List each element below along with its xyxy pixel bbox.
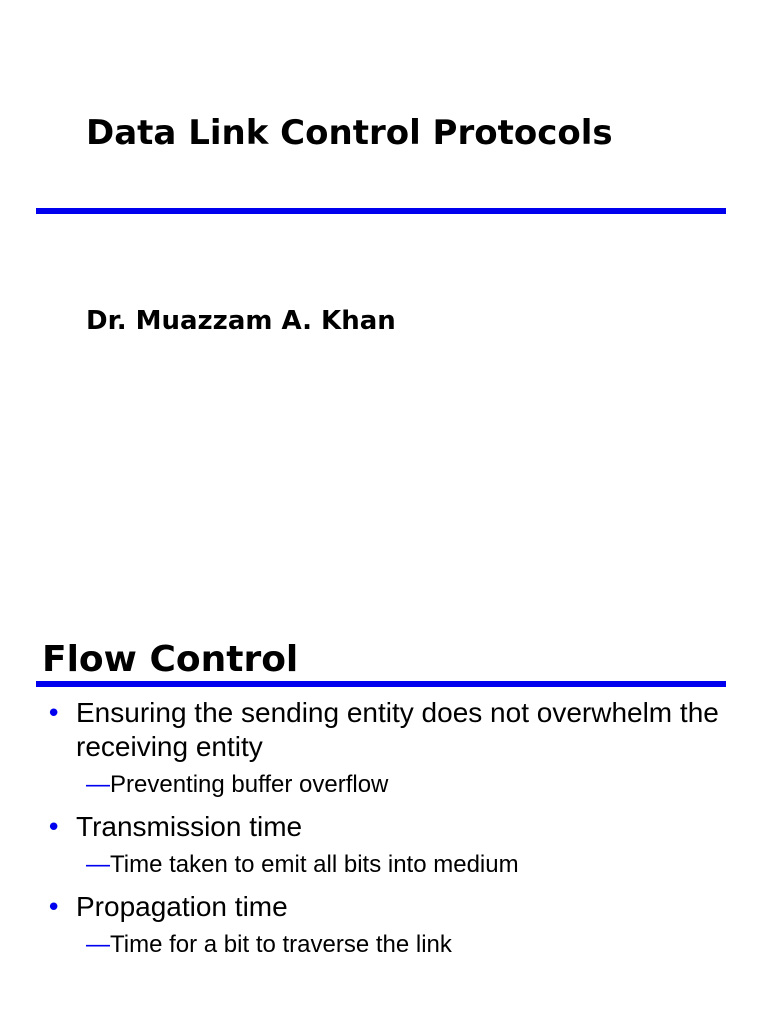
sub-bullet-text: Time taken to emit all bits into medium (110, 851, 519, 878)
slide-heading: Flow Control (42, 639, 299, 680)
dash-icon: — (86, 931, 110, 958)
dash-icon: — (86, 851, 110, 878)
dash-icon: — (86, 771, 110, 798)
bullet-item (46, 890, 736, 960)
sub-bullet (76, 930, 736, 960)
slide-title: Data Link Control Protocols (86, 113, 613, 153)
bullet-item (46, 696, 736, 800)
sub-bullet (76, 850, 736, 880)
bullet-icon: • (46, 813, 62, 843)
sub-bullet (76, 770, 736, 800)
flow-control-slide (0, 620, 768, 1024)
bullet-icon: • (46, 893, 62, 923)
title-divider (36, 208, 726, 214)
sub-bullet-text: Time for a bit to traverse the link (110, 931, 452, 958)
author-name: Dr. Muazzam A. Khan (86, 306, 396, 336)
bullet-list (46, 696, 736, 970)
bullet-text: Propagation time (76, 891, 288, 922)
bullet-text: Ensuring the sending entity does not overwhelm the receiving entity (76, 697, 719, 762)
bullet-icon: • (46, 699, 62, 729)
bullet-item (46, 810, 736, 880)
bullet-text: Transmission time (76, 811, 303, 842)
sub-bullet-text: Preventing buffer overflow (110, 771, 389, 798)
heading-divider (36, 681, 726, 687)
